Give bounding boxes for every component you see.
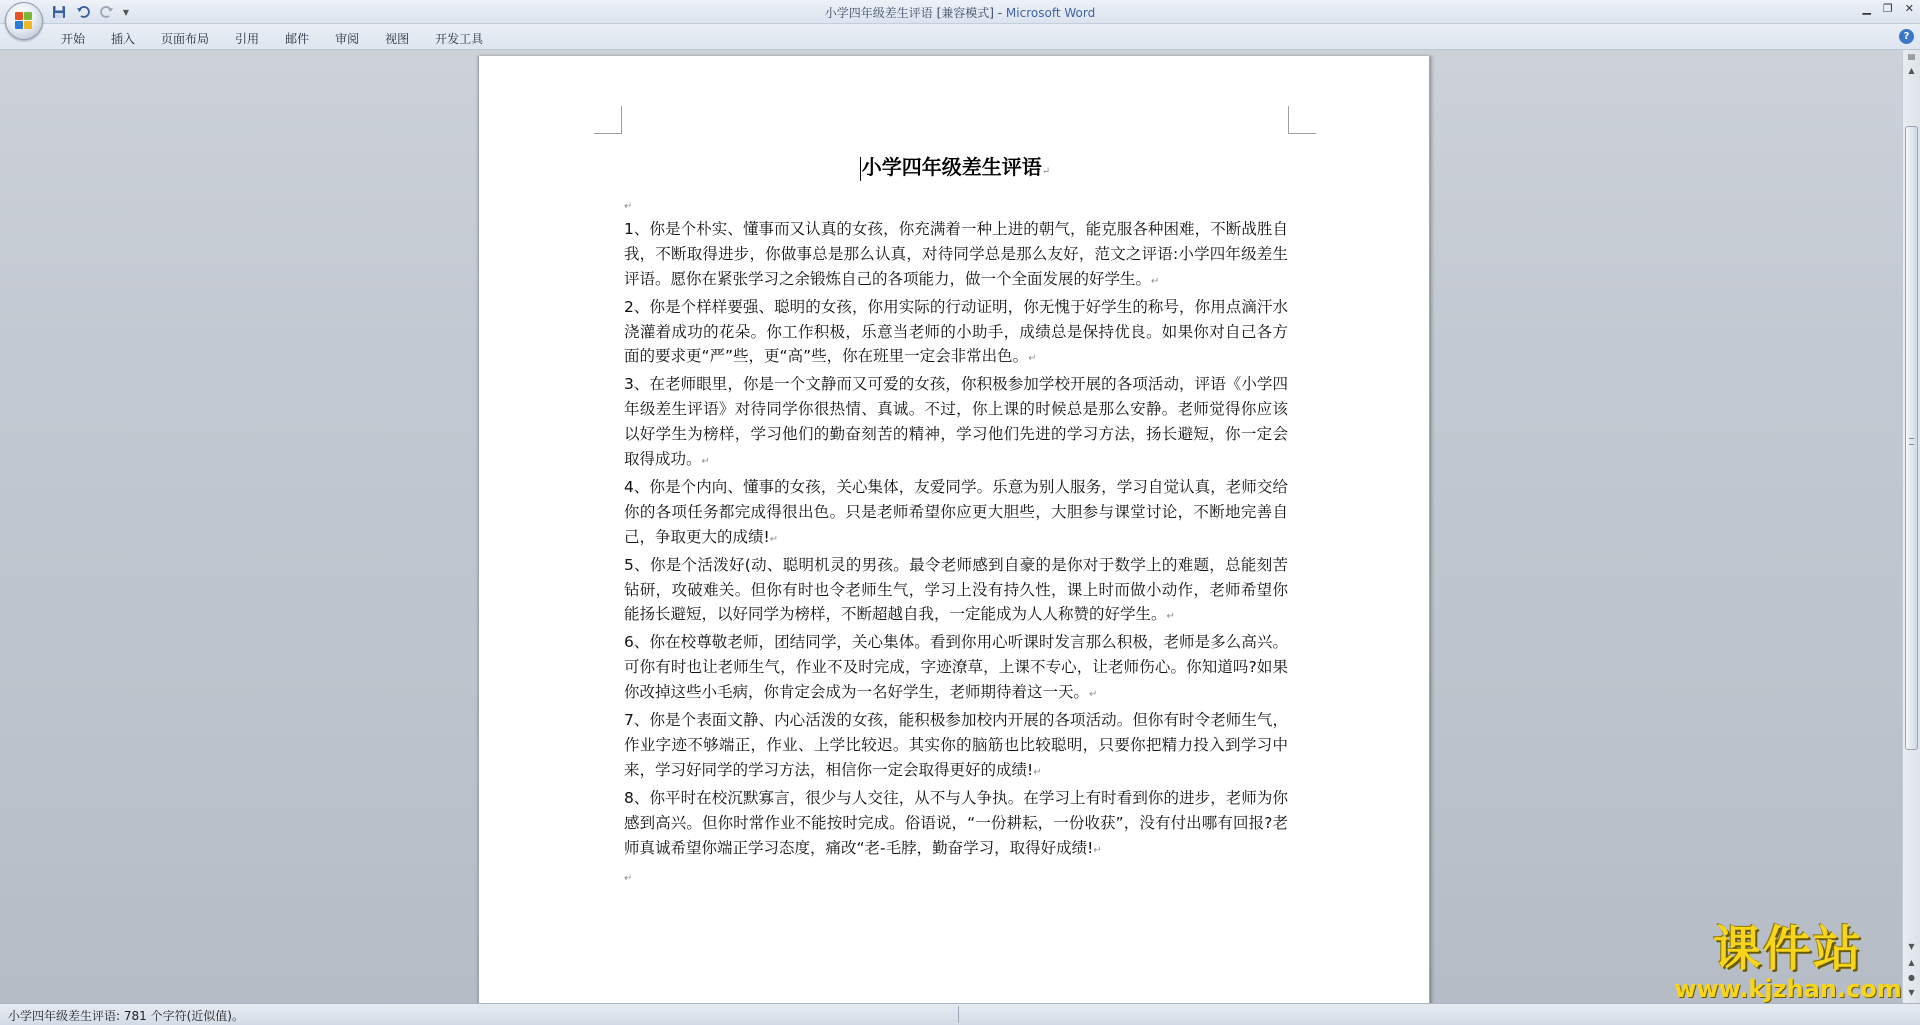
tab-page-layout[interactable]: 页面布局 [161,32,210,46]
document-title: 小学四年级差生评语↵ [861,155,1051,179]
tab-references[interactable]: 引用 [235,32,260,46]
empty-paragraph [624,864,1288,889]
paragraph-mark-icon: ↵ [769,533,779,545]
qat-dropdown-icon[interactable]: ▼ [122,7,130,17]
paragraph-mark-icon: ↵ [624,872,633,884]
paragraph-mark-icon: ↵ [701,456,710,468]
paragraph-mark-icon: ↵ [1166,611,1175,623]
crop-mark-top-left [594,106,622,134]
tab-view[interactable]: 视图 [385,32,410,46]
comment-paragraph-5: 5、你是个活泼好(动、聪明机灵的男孩。最令老师感到自豪的是你对于数学上的难题，总能刻苦钻研，攻破难关。但你有时也令老师生气，学习上没有持久性，课上时而做小动作，老师希望你能扬长避短，以好同学为榜样，不断超越自我，一定能成为人人称赞的好学生。↵ [624,555,1288,624]
vertical-scrollbar[interactable] [1902,50,1920,1003]
office-button[interactable] [5,2,43,40]
ruler-toggle-icon[interactable]: ▤ [1907,52,1916,61]
window-title: 小学四年级差生评语 [兼容模式] - Microsoft Word [824,6,1096,20]
paragraph-mark-icon: ↵ [1041,166,1051,177]
document-page[interactable] [478,56,1430,1003]
word-count-status[interactable]: 小学四年级差生评语: 781 个字符(近似值)。 [8,1009,244,1023]
tab-review[interactable]: 审阅 [335,32,360,46]
paragraph-mark-icon: ↵ [1093,844,1102,856]
help-icon[interactable]: ? [1899,29,1914,44]
ribbon-tabs [48,28,496,49]
browse-object-icon[interactable]: ● [1908,973,1915,982]
paragraph-mark-icon: ↵ [1033,766,1042,778]
status-divider [958,1006,959,1023]
scroll-thumb[interactable] [1905,126,1918,750]
site-watermark [1670,922,1906,1002]
watermark-url: www.kjzhan.com [1674,975,1902,1003]
tab-insert[interactable]: 插入 [111,32,136,46]
crop-mark-top-right [1288,106,1316,134]
scroll-down-icon[interactable]: ▼ [1908,942,1915,951]
restore-icon[interactable]: ❐ [1882,2,1893,15]
comment-paragraph-4: 4、你是个内向、懂事的女孩，关心集体，友爱同学。乐意为别人服务，学习自觉认真，老师交给你的各项任务都完成得很出色。只是老师希望你应更大胆些，大胆参与课堂讨论，不断地完善自己，争取更大的成绩!↵ [624,477,1288,546]
status-bar [0,1003,1920,1025]
document-body[interactable] [624,192,1288,888]
ribbon [0,24,1920,50]
tab-home[interactable]: 开始 [61,32,86,46]
next-page-icon[interactable]: ▼ [1908,988,1915,997]
minimize-icon[interactable]: ▁ [1862,2,1871,15]
title-bar [0,0,1920,24]
scroll-up-icon[interactable]: ▲ [1908,66,1915,75]
paragraph-mark-icon: ↵ [624,201,633,212]
paragraph-mark-icon: ↵ [1089,689,1098,701]
comment-paragraph-2: 2、你是个样样要强、聪明的女孩，你用实际的行动证明，你无愧于好学生的称号，你用点滴汗水浇灌着成功的花朵。你工作积极，乐意当老师的小助手，成绩总是保持优良。如果你对自己各方面的要求更“严”些，更“高”些，你在班里一定会非常出色。↵ [624,297,1288,366]
watermark-logo-text: 课件站 [1712,921,1863,977]
comment-paragraph-6: 6、你在校尊敬老师，团结同学，关心集体。看到你用心听课时发言那么积极，老师是多么高兴。可你有时也让老师生气，作业不及时完成，字迹潦草，上课不专心，让老师伤心。你知道吗?如果你改掉这些小毛病，你肯定会成为一名好学生，老师期待着这一天。↵ [624,633,1288,702]
tab-mailings[interactable]: 邮件 [285,32,310,46]
comment-paragraph-3: 3、在老师眼里，你是一个文静而又可爱的女孩，你积极参加学校开展的各项活动，评语《小学四年级差生评语》对待同学你很热情、真诚。不过，你上课的时候总是那么安静。老师觉得你应该以好学生为榜样，学习他们的勤奋刻苦的精神，学习他们先进的学习方法，扬长避短，你一定会取得成功。↵ [624,375,1288,469]
paragraph-mark-icon: ↵ [1028,353,1037,365]
paragraph-mark-icon: ↵ [1151,275,1160,287]
comment-paragraph-1: 1、你是个朴实、懂事而又认真的女孩，你充满着一种上进的朝气，能克服各种困难，不断战胜自我，不断取得进步，你做事总是那么认真，对待同学总是那么友好，范文之评语:小学四年级差生评语。愿你在紧张学习之余锻炼自己的各项能力，做一个全面发展的好学生。↵ [624,219,1288,288]
window-controls [1862,2,1914,15]
document-workspace [0,50,1902,1003]
comment-paragraph-8: 8、你平时在校沉默寡言，很少与人交往，从不与人争执。在学习上有时看到你的进步，老师为你感到高兴。但你时常作业不能按时完成。俗语说，“一份耕耘，一份收获”，没有付出哪有回报?老师真诚希望你端正学习态度，痛改“老-毛脖，勤奋学习，取得好成绩!↵ [624,788,1288,857]
previous-page-icon[interactable]: ▲ [1908,958,1915,967]
tab-developer[interactable]: 开发工具 [435,32,484,46]
office-logo-icon [15,12,33,30]
empty-paragraph [624,192,1288,217]
text-cursor [860,157,861,181]
close-icon[interactable]: ✕ [1904,2,1914,15]
comment-paragraph-7: 7、你是个表面文静、内心活泼的女孩，能积极参加校内开展的各项活动。但你有时令老师生气，作业字迹不够端正，作业、上学比较迟。其实你的脑筋也比较聪明，只要你把精力投入到学习中来，学习好同学的学习方法，相信你一定会取得更好的成绩!↵ [624,711,1288,779]
